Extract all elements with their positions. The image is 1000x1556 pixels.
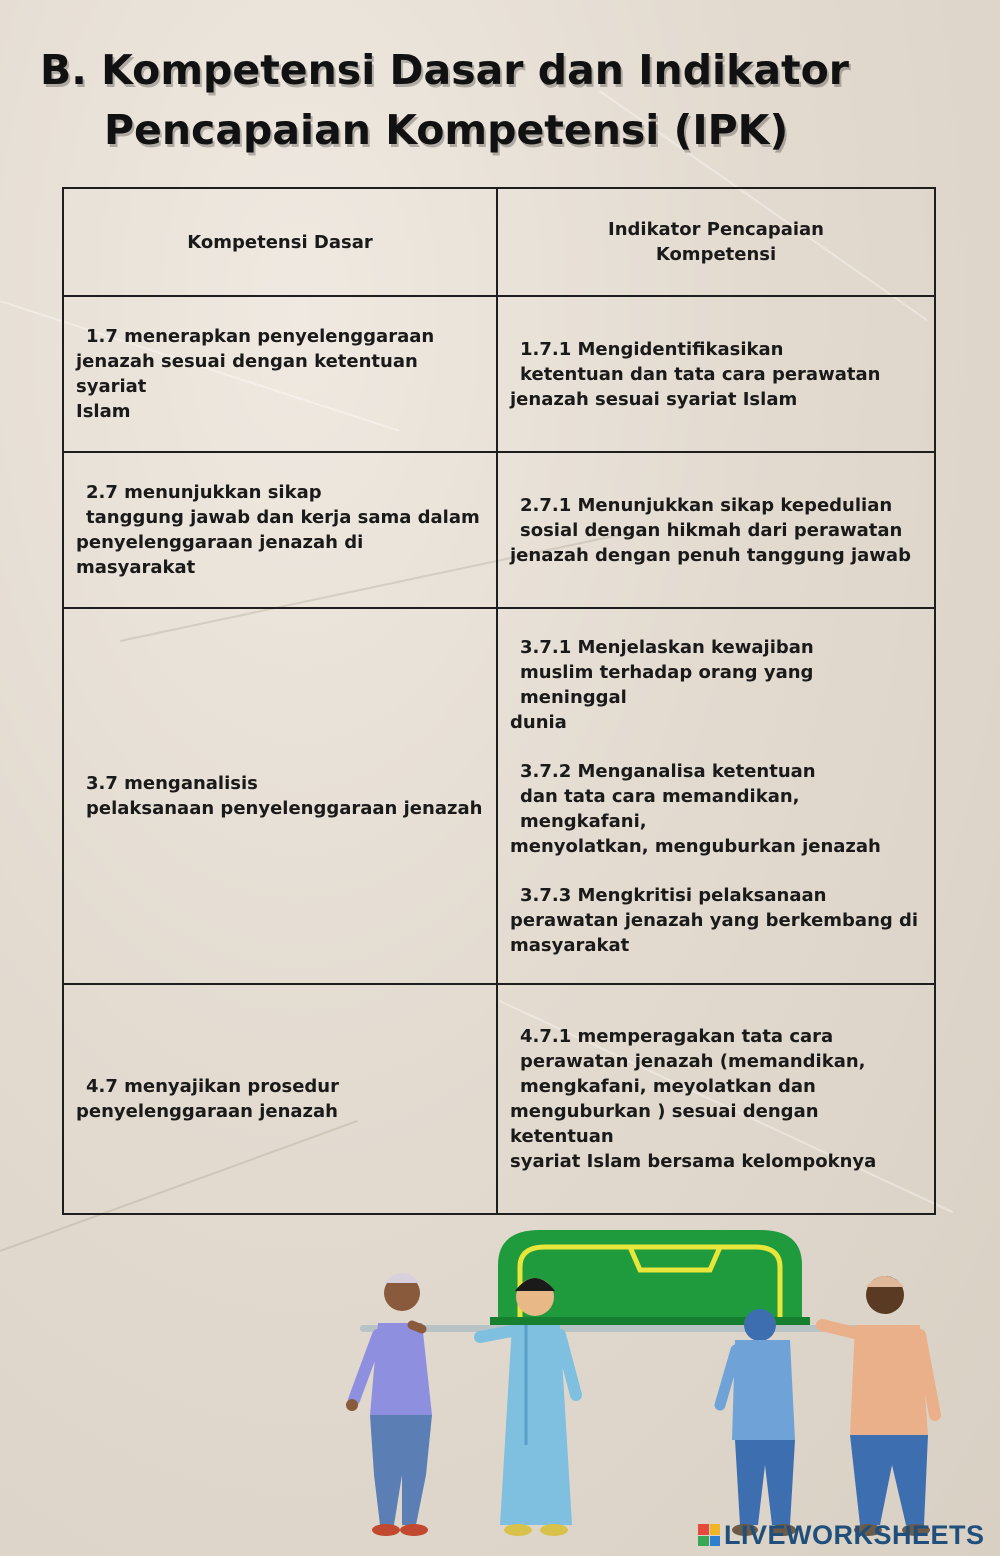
kd-cell: 2.7 menunjukkan sikap tanggung jawab dan kerja sama dalam penyelenggaraan jenazah di masyarakat (63, 452, 497, 608)
liveworksheets-logo-icon (698, 1524, 720, 1546)
ipk-cell: 4.7.1 memperagakan tata cara perawatan jenazah (memandikan, mengkafani, meyolatkan dan menguburkan ) sesuai dengan ketentuan syariat Islam bersama kelompoknya (497, 984, 935, 1214)
ipk-item: 3.7.1 Menjelaskan kewajiban muslim terhadap orang yang meninggal dunia (510, 636, 814, 733)
page-title (40, 40, 960, 160)
table-row (63, 452, 935, 608)
kd-cell: 1.7 menerapkan penyelenggaraan jenazah sesuai dengan ketentuan syariat Islam (63, 296, 497, 452)
person-3 (720, 1309, 796, 1536)
ipk-cell (497, 608, 935, 984)
ipk-cell: 2.7.1 Menunjukkan sikap kepedulian sosial dengan hikmah dari perawatan jenazah dengan penuh tanggung jawab (497, 452, 935, 608)
title-line-1: B. Kompetensi Dasar dan Indikator (40, 46, 850, 94)
ipk-cell: 1.7.1 Mengidentifikasikan ketentuan dan tata cara perawatan jenazah sesuai syariat Islam (497, 296, 935, 452)
table-row (63, 984, 935, 1214)
header-kompetensi-dasar: Kompetensi Dasar (63, 188, 497, 296)
competency-table (62, 187, 936, 1215)
ipk-item: 3.7.3 Mengkritisi pelaksanaan perawatan jenazah yang berkembang di masyarakat (510, 884, 919, 956)
table-row (63, 296, 935, 452)
kd-cell: 3.7 menganalisis pelaksanaan penyelenggaraan jenazah (63, 608, 497, 984)
liveworksheets-watermark (698, 1520, 985, 1550)
title-line-2: Pencapaian Kompetensi (IPK) (104, 106, 789, 154)
table-header-row (63, 188, 935, 296)
ipk-item: 3.7.2 Menganalisa ketentuan dan tata cara memandikan, mengkafani, menyolatkan, menguburkan jenazah (510, 760, 881, 857)
person-4 (822, 1276, 935, 1536)
table-row (63, 608, 935, 984)
watermark-text: LIVEWORKSHEETS (724, 1519, 985, 1550)
header-indikator: Indikator Pencapaian Kompetensi (497, 188, 935, 296)
kd-cell: 4.7 menyajikan prosedur penyelenggaraan jenazah (63, 984, 497, 1214)
funeral-procession-illustration (340, 1225, 960, 1550)
person-1 (346, 1273, 432, 1536)
